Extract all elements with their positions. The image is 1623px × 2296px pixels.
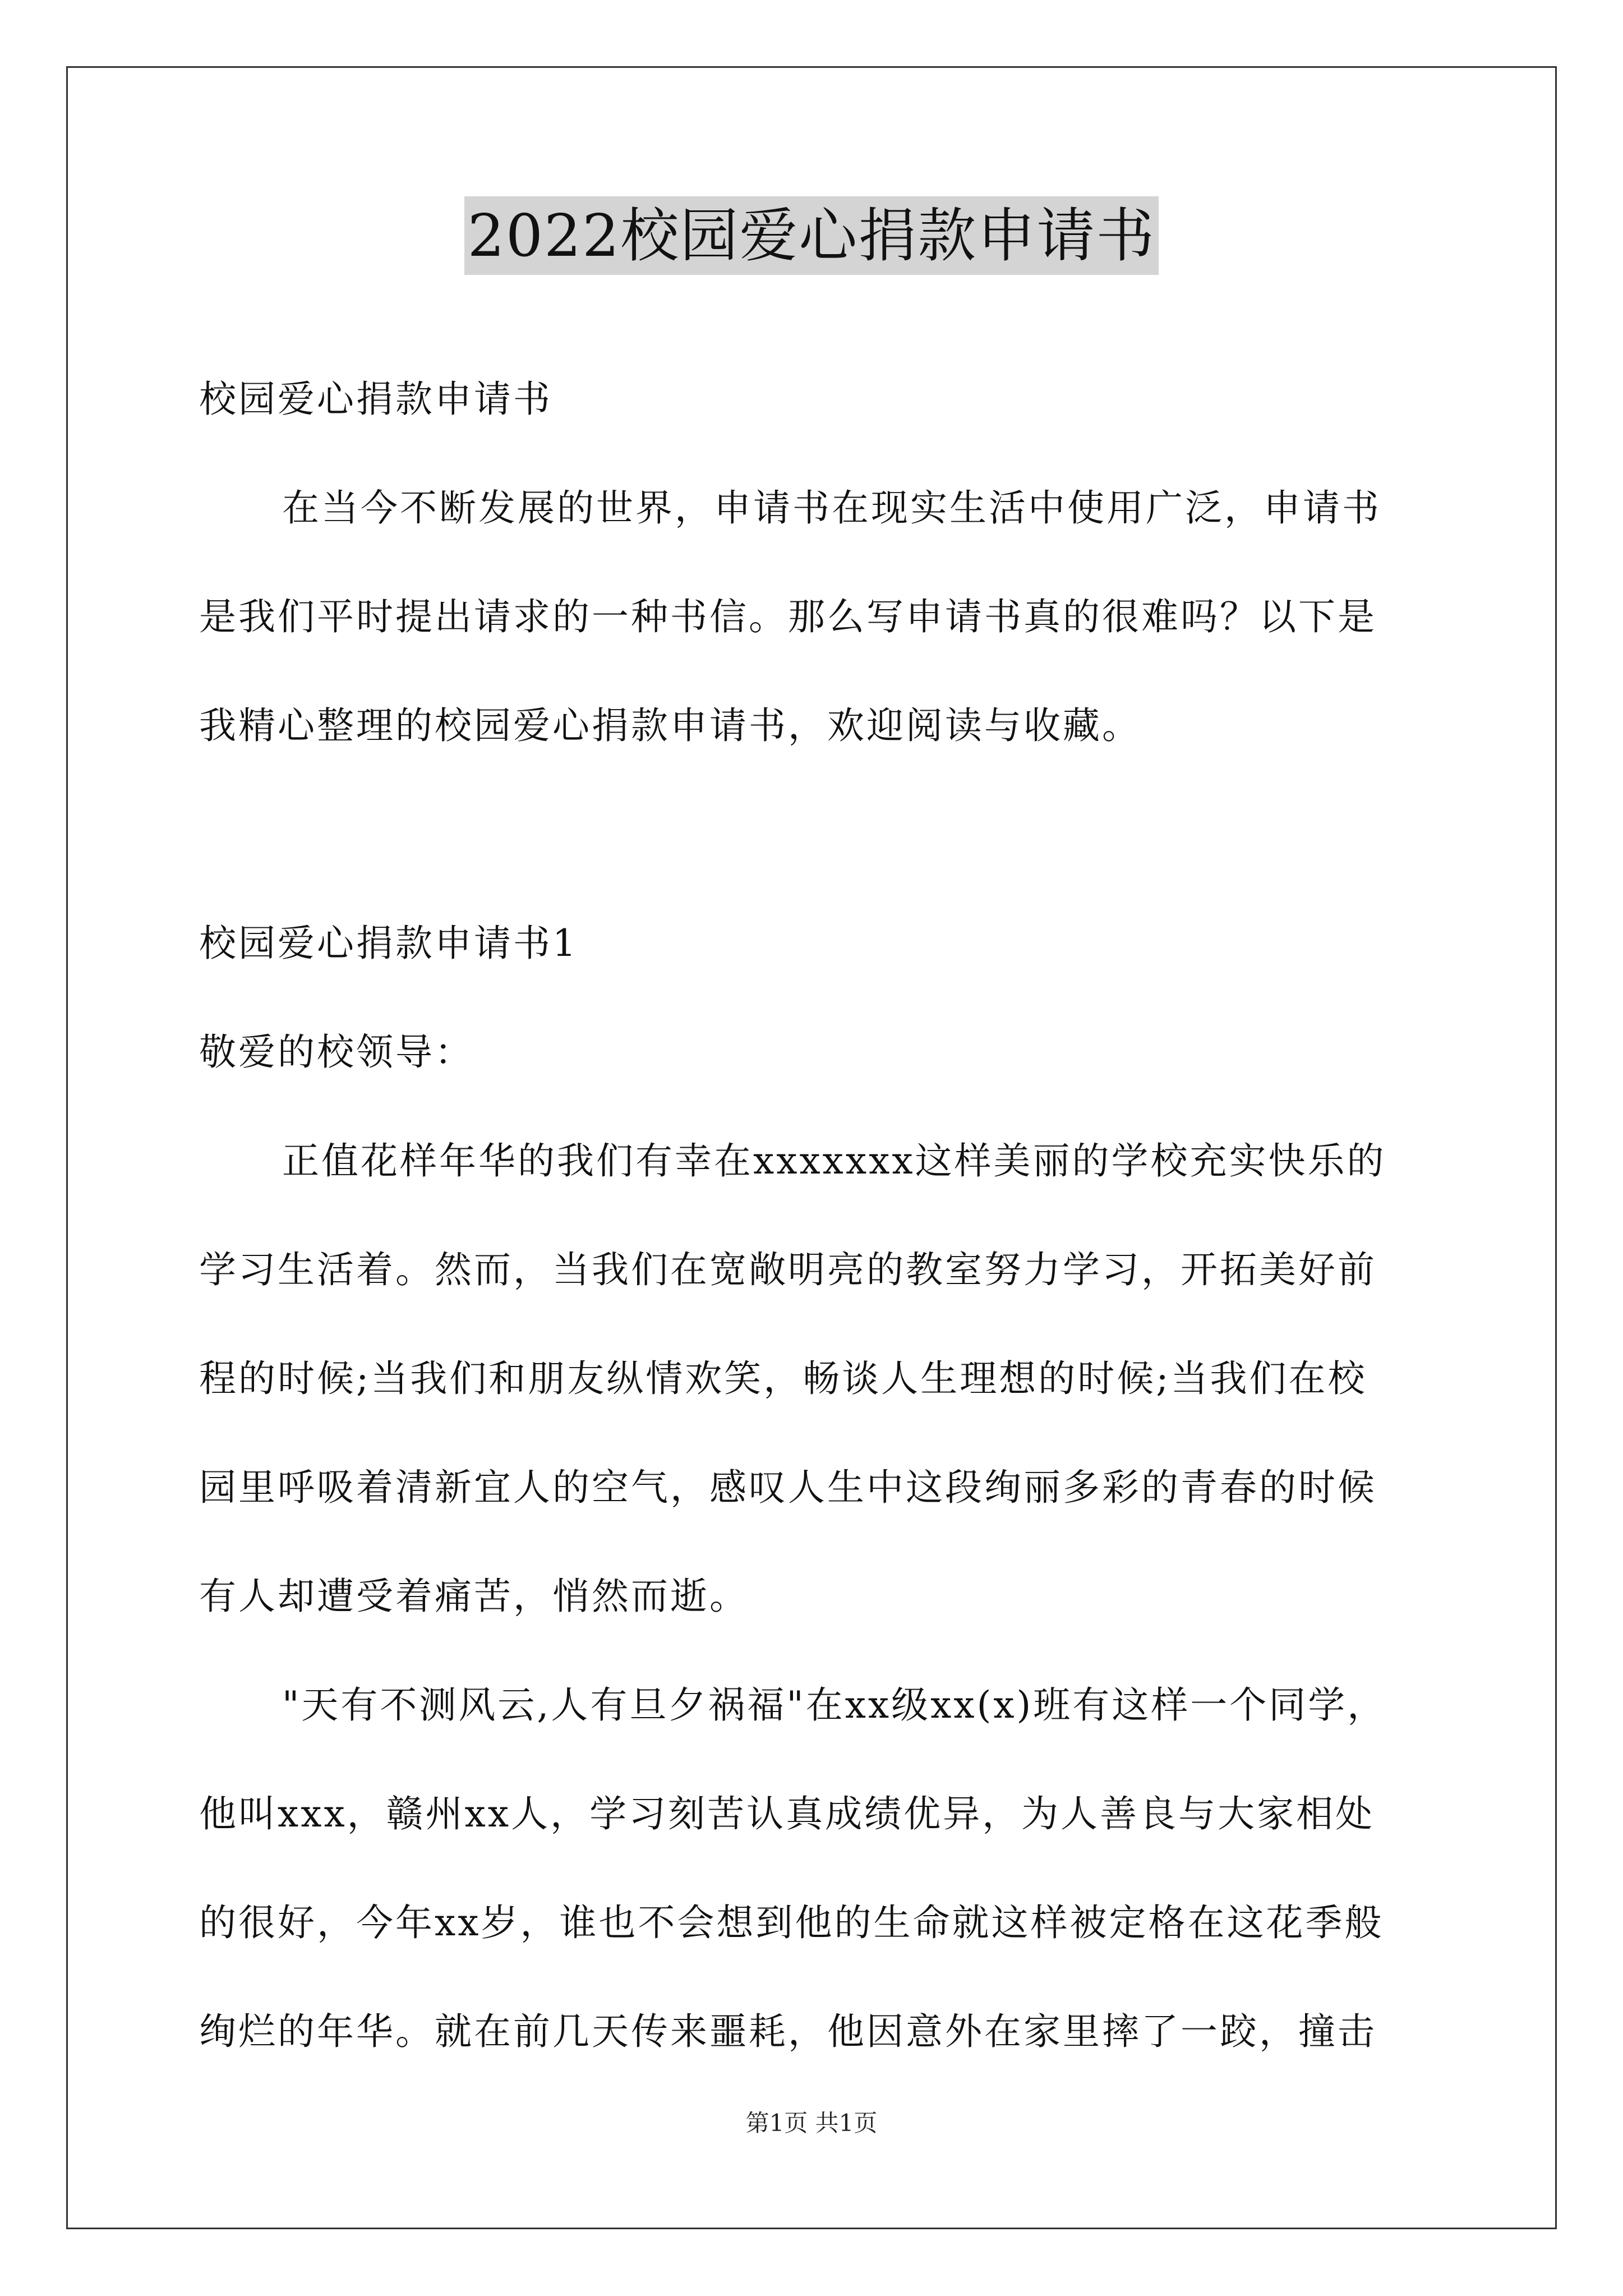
subtitle: 校园爱心捐款申请书 (199, 378, 552, 421)
document-body (199, 345, 1433, 2086)
intro-line: 在当今不断发展的世界，申请书在现实生活中使用广泛，申请书 (282, 486, 1381, 530)
title-container (0, 196, 1623, 275)
salutation: 敬爱的校领导： (199, 1030, 474, 1074)
paragraph-line: 学习生活着。然而，当我们在宽敞明亮的教室努力学习，开拓美好前 (199, 1248, 1377, 1291)
section-heading: 校园爱心捐款申请书1 (199, 922, 578, 965)
paragraph-line: 的很好，今年xx岁，谁也不会想到他的生命就这样被定格在这花季般 (199, 1901, 1384, 1944)
paragraph-line: 园里呼吸着清新宜人的空气，感叹人生中这段绚丽多彩的青春的时候 (199, 1466, 1377, 1509)
paragraph-line: "天有不测风云,人有旦夕祸福"在xx级xx(x)班有这样一个同学， (282, 1683, 1387, 1727)
document-title: 2022校园爱心捐款申请书 (464, 196, 1159, 275)
intro-line: 我精心整理的校园爱心捐款申请书，欢迎阅读与收藏。 (199, 704, 1141, 747)
intro-line: 是我们平时提出请求的一种书信。那么写申请书真的很难吗？以下是 (199, 595, 1377, 638)
paragraph-line: 正值花样年华的我们有幸在xxxxxxx这样美丽的学校充实快乐的 (282, 1139, 1386, 1182)
paragraph-line: 有人却遭受着痛苦，悄然而逝。 (199, 1575, 749, 1618)
paragraph-line: 程的时候;当我们和朋友纵情欢笑，畅谈人生理想的时候;当我们在校 (199, 1357, 1367, 1400)
paragraph-line: 他叫xxx，赣州xx人，学习刻苦认真成绩优异，为人善良与大家相处 (199, 1792, 1375, 1835)
paragraph-line: 绚烂的年华。就在前几天传来噩耗，他因意外在家里摔了一跤，撞击 (199, 2010, 1377, 2053)
page-footer: 第1页 共1页 (745, 2109, 878, 2137)
blank-line (199, 780, 1433, 889)
